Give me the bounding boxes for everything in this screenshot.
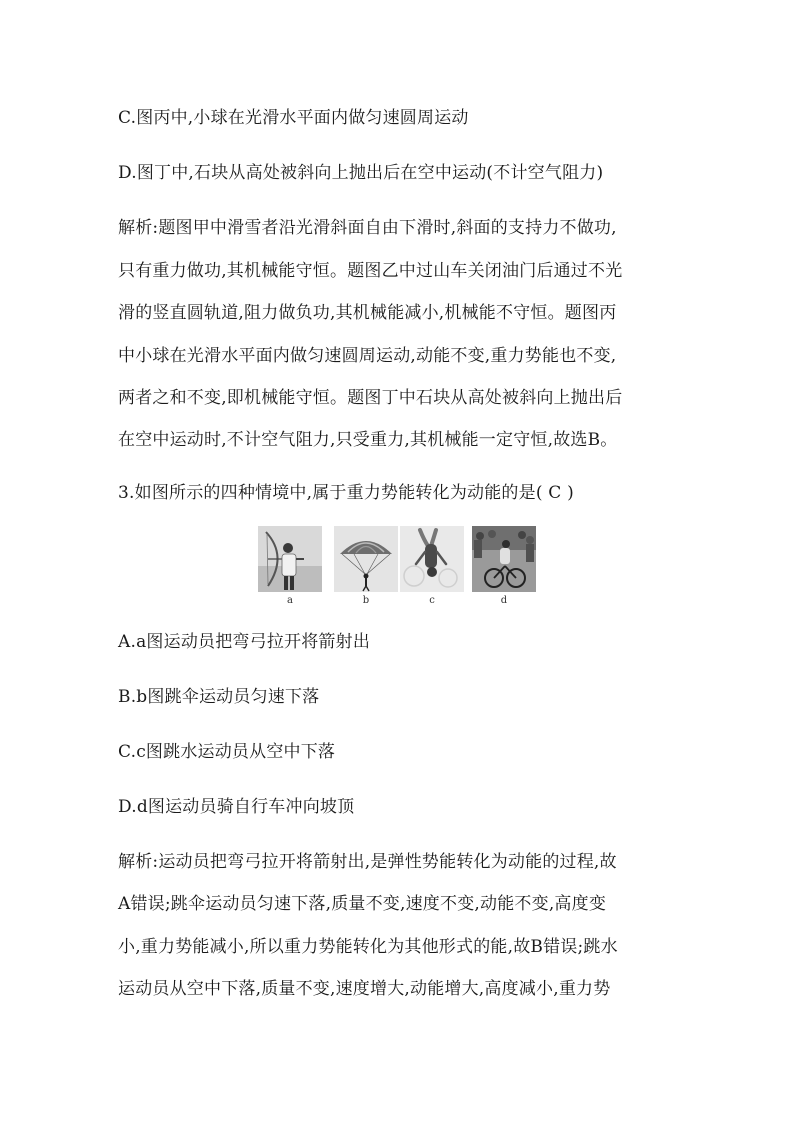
analysis-line-3: 滑的竖直圆轨道,阻力做负功,其机械能减小,机械能不守恒。题图丙 [118,303,617,323]
option-d-line: D.图丁中,石块从高处被斜向上抛出后在空中运动(不计空气阻力) [118,163,604,183]
figure-row [258,526,538,614]
diving-photo-icon [400,526,464,592]
analysis-line-4: 中小球在光滑水平面内做匀速圆周运动,动能不变,重力势能也不变, [118,346,617,366]
question-3-stem: 3.如图所示的四种情境中,属于重力势能转化为动能的是( C ) [118,483,574,503]
figure-d [472,526,536,614]
figure-c [400,526,464,614]
figure-d-caption: d [500,595,508,606]
figure-b [334,526,398,614]
option-c2-line: C.c图跳水运动员从空中下落 [118,742,336,762]
archery-photo-icon [258,526,322,592]
figure-a [258,526,322,614]
figure-c-caption: c [429,595,435,606]
parachute-photo-icon [334,526,398,592]
figure-a-caption: a [287,595,293,606]
analysis-line-6: 在空中运动时,不计空气阻力,只受重力,其机械能一定守恒,故选B。 [118,430,618,450]
option-a-line: A.a图运动员把弯弓拉开将箭射出 [118,632,371,652]
analysis2-line-4: 运动员从空中下落,质量不变,速度增大,动能增大,高度减小,重力势 [118,979,611,999]
option-c-line: C.图丙中,小球在光滑水平面内做匀速圆周运动 [118,108,469,128]
cycling-photo-icon [472,526,536,592]
analysis-line-5: 两者之和不变,即机械能守恒。题图丁中石块从高处被斜向上抛出后 [118,388,623,408]
analysis-line-2: 只有重力做功,其机械能守恒。题图乙中过山车关闭油门后通过不光 [118,261,623,281]
analysis2-line-2: A错误;跳伞运动员匀速下落,质量不变,速度不变,动能不变,高度变 [118,894,607,914]
option-b-line: B.b图跳伞运动员匀速下落 [118,687,320,707]
option-d2-line: D.d图运动员骑自行车冲向坡顶 [118,797,355,817]
figure-b-caption: b [362,595,370,606]
analysis2-line-1: 解析:运动员把弯弓拉开将箭射出,是弹性势能转化为动能的过程,故 [118,852,617,872]
analysis2-line-3: 小,重力势能减小,所以重力势能转化为其他形式的能,故B错误;跳水 [118,937,618,957]
analysis-line-1: 解析:题图甲中滑雪者沿光滑斜面自由下滑时,斜面的支持力不做功, [118,218,617,238]
